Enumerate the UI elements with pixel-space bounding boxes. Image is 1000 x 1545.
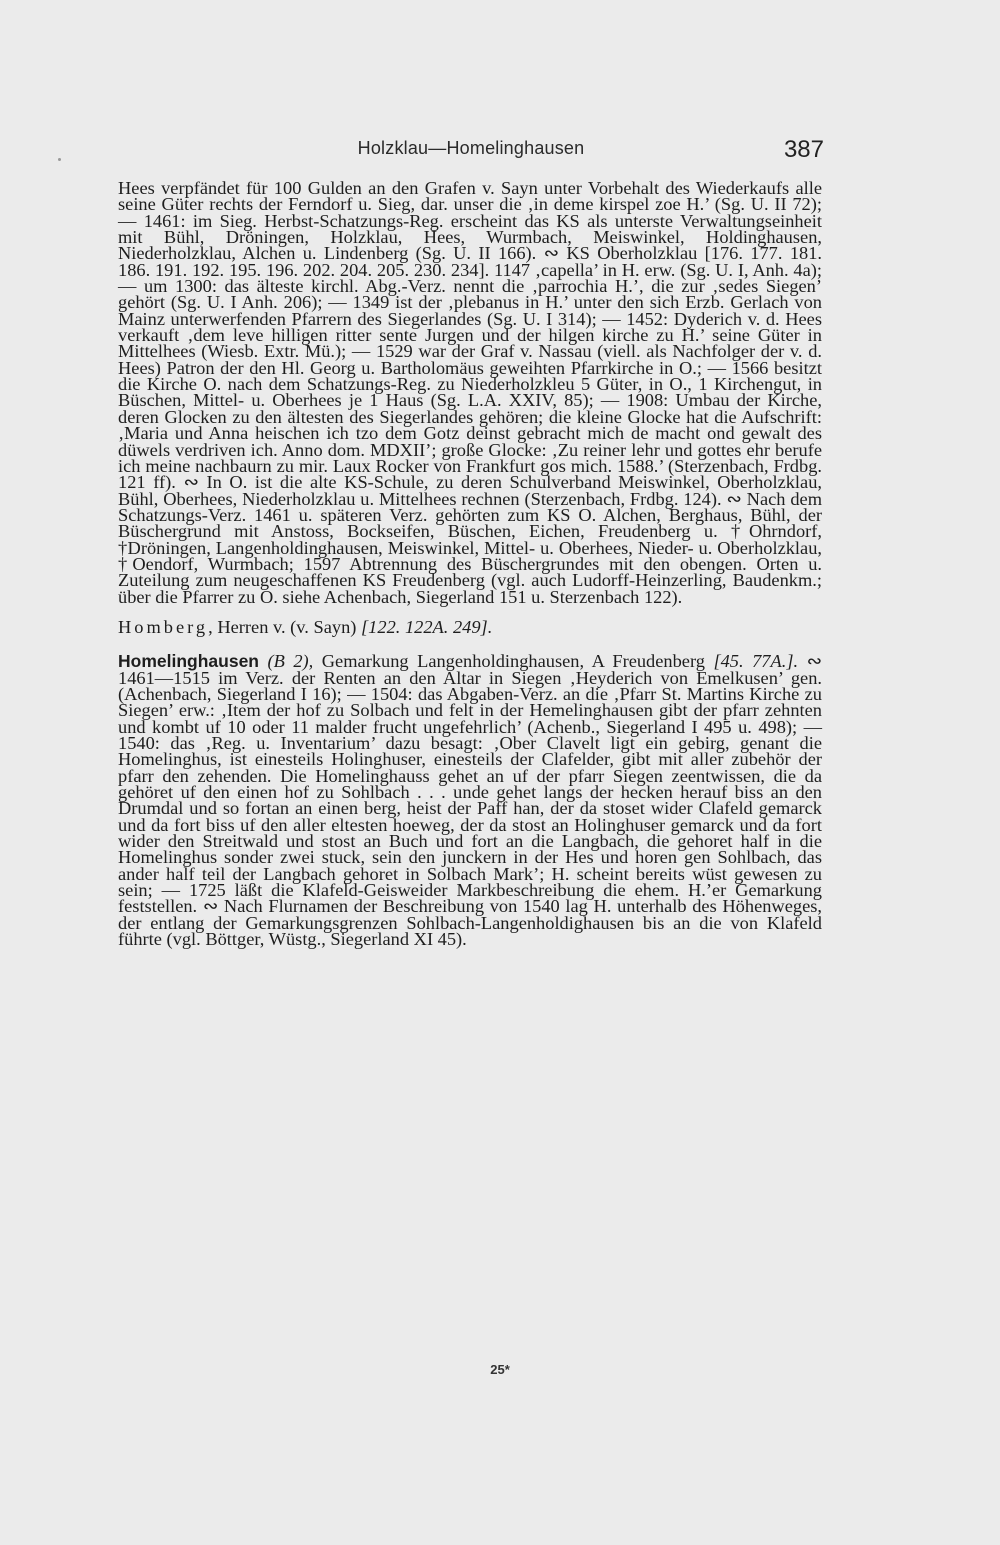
running-head: Holzklau—Homelinghausen <box>357 138 585 158</box>
entry-homelinghausen-grid: (B 2), <box>267 651 314 672</box>
entry-homberg-text: , Herren v. (v. Sayn) <box>208 616 362 637</box>
entry-homberg-refs: [122. 122A. 249]. <box>361 616 493 637</box>
entry-homelinghausen <box>118 651 822 950</box>
entry-homelinghausen-text2: ∾ 1461—1515 im Verz. der Renten an den Altar in Siegen ‚Heyderich von Emelkusen’ gen. (Achenbach, Siegerland I 16); — 1504: das Abgaben-Verz. an die ‚Pfarr St. Martins Kirche zu Siegen’ erw.: ‚Item der hof zu Solbach und felt in der Hemelinghausen gibt der pfarr zehnten und kombt uf 10 oder 11 malder frucht ungefehrlich’ (Achenb., Siegerland I 495 u. 498); — 1540: das ‚Reg. u. Inventarium’ dazu besagt: ‚Ober Clavelt ligt ein gebirg, genant die Homelinghus, ist einesteils Holinghuser, einesteils der Clafelder, gibt mit aller zubehör der pfarr den zehenden. Die Homelinghauss gehet an uf der pfarr Siegen zeentwissen, die da gehöret uf den einen hof zu Sohlbach . . . unde gehet langs der hecken herauf biss an den Drumdal und so fortan an einen berg, heist der Paff han, der da stoset wider Clafeld gemarck und da fort biss uf den aller eltesten hoeweg, der da stost an Holinghuser gemarck und da fort wider den Streitwald und stost an Buch und fort an die Langbach, die gehoret half in die Homelinghus sonder zwei stuck, sein den junckern in der Hes und horen gen Sohlbach, das ander half teil der Langbach gehoret in Solbach Mark’; H. scheint bereits wüst gewesen zu sein; — 1725 läßt die Klafeld-Geisweider Markbeschreibung die ehem. H.’er Gemarkung feststellen. ∾ Nach Flurnamen der Beschreibung von 1540 lag H. unterhalb des Höhenweges, der entlang der Gemarkungsgrenzen Sohlbach-Langenholdighausen bis an die von Klafeld führte (vgl. Böttger, Wüstg., Siegerland XI 45). <box>118 651 822 950</box>
main-text <box>118 178 822 950</box>
continued-entry-paragraph: Hees verpfändet für 100 Gulden an den Grafen v. Sayn unter Vorbehalt des Wiederkaufs alle seine Güter rechts der Ferndorf u. Sieg, dar. unser die ‚in deme kirspel zoe H.’ (Sg. U. II 72); — 1461: im Sieg. Herbst-Schatzungs-Reg. erscheint das KS als unterste Verwaltungseinheit mit Bühl, Dröningen, Holzklau, Hees, Wurmbach, Meiswinkel, Holdinghausen, Niederholzklau, Alchen u. Lindenberg (Sg. U. II 166). ∾ KS Oberholzklau [176. 177. 181. 186. 191. 192. 195. 196. 202. 204. 205. 230. 234]. 1147 ‚capella’ in H. erw. (Sg. U. I, Anh. 4a); — um 1300: das älteste kirchl. Abg.-Verz. nennt die ‚parrochia H.’, die zur ‚sedes Siegen’ gehört (Sg. U. I Anh. 206); — 1349 ist der ‚plebanus in H.’ unter den sich Erzb. Gerlach von Mainz unterwerfenden Pfarrern des Siegerlandes (Sg. U. I 314); — 1452: Dyderich v. d. Hees verkauft ‚dem leve hilligen ritter sente Jurgen und der hilgen kirche zu H.’ seine Güter in Mittelhees (Wiesb. Extr. Mü.); — 1529 war der Graf v. Nassau (viell. als Nachfolger der v. d. Hees) Patron der den Hl. Georg u. Bartholomäus geweihten Pfarrkirche in O.; — 1566 besitzt die Kirche O. nach dem Schatzungs-Reg. zu Niederholzkleu 5 Güter, in O., 1 Kirchengut, in Büschen, Mittel- u. Oberhees je 1 Haus (Sg. L.A. XXIV, 85); — 1908: Umbau der Kirche, deren Glocken zu den ältesten des Siegerlandes gehören; die kleine Glocke hat die Aufschrift: ‚Maria und Anna heischen ich tzo dem Gotz deinst gebracht mich de macht ond gewalt des düwels verdriven ich. Anno dom. MDXII’; große Glocke: ‚Zu reiner lehr und gottes ehr berufe ich meine nachbaurn zu mir. Laux Rocker von Frankfurt gos mich. 1588.’ (Sterzenbach, Frdbg. 121 ff). ∾ In O. ist die alte KS-Schule, zu deren Schulverband Meiswinkel, Oberholzklau, Bühl, Oberhees, Niederholzklau u. Mittelhees rechnen (Sterzenbach, Frdbg. 124). ∾ Nach dem Schatzungs-Verz. 1461 u. späteren Verz. gehörten zum KS O. Alchen, Berghaus, Bühl, der Büschergrund mit Anstoss, Bockseifen, Büschen, Eichen, Freudenberg u. †Ohrndorf, †Dröningen, Langenholdinghausen, Meiswinkel, Mittel- u. Oberhees, Nieder- u. Oberholzklau, †Oendorf, Wurmbach; 1597 Abtrennung des Büschergrundes mit den obengen. Orten u. Zuteilung zum neugeschaffenen KS Freudenberg (vgl. auch Ludorff-Heinzerling, Baudenkm.; über die Pfarrer zu O. siehe Achenbach, Siegerland 151 u. Sterzenbach 122). <box>118 178 822 607</box>
entry-homelinghausen-text1: Gemarkung Langenholdinghausen, A Freudenberg <box>313 651 714 672</box>
signature-mark: 25* <box>490 1362 510 1377</box>
entry-homberg <box>118 616 822 637</box>
entry-homelinghausen-refs: [45. 77A.]. <box>713 651 799 672</box>
paper-speck <box>58 158 61 161</box>
entry-homelinghausen-name: Homelinghausen <box>118 651 259 672</box>
page-header <box>118 132 824 172</box>
page-number: 387 <box>783 136 824 163</box>
entry-homberg-name: Homberg <box>118 616 209 637</box>
